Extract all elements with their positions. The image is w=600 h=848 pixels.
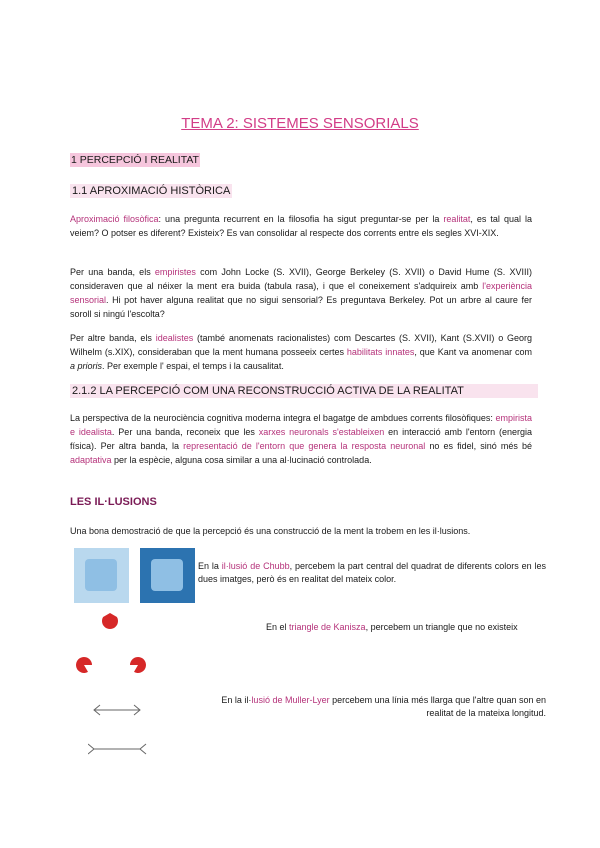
chubb-caption bbox=[198, 560, 546, 586]
paragraph-neuroscience bbox=[70, 411, 532, 467]
section-heading-1: 1 PERCEPCIÓ I REALITAT bbox=[71, 154, 199, 166]
text: , percebem la part central del quadrat de diferents colors en les dues imatges, però és en realitat del mateix color. bbox=[198, 561, 547, 584]
text: , es tal qual la veiem? O potser es diferent? Existeix? Es van consolidar al respecte dos corrents entre els segles XVI-XIX. bbox=[70, 214, 532, 238]
text: (també anomenats racionalistes) com Descartes (S. XVII), Kant (S.XVII) o Georg Wilhelm (s.XIX), consideraban que la ment humana posseeix certes bbox=[70, 333, 532, 357]
highlight-term: triangle de Kanisza bbox=[289, 622, 366, 632]
kanisza-caption bbox=[266, 621, 518, 634]
paragraph-idealists bbox=[70, 331, 532, 373]
text: En la bbox=[198, 561, 222, 571]
highlight-term: lusió de Muller-Lyer bbox=[251, 695, 330, 705]
kanisza-pacman-right bbox=[130, 657, 146, 673]
chubb-center bbox=[151, 559, 183, 591]
chubb-dark-square bbox=[140, 548, 195, 603]
highlight-term: empirista e idealista bbox=[70, 413, 532, 437]
paragraph-empiricists bbox=[70, 265, 532, 321]
text: percebem una línia més llarga que l'altre quan son en realitat de la mateixa longitud. bbox=[329, 695, 546, 718]
highlight-term: il·lusió de Chubb bbox=[221, 561, 290, 571]
text: no es fidel, sinó més bé bbox=[425, 441, 532, 451]
text: com John Locke (S. XVII), George Berkeley (S. XVII) o David Hume (S. XVIII) consideraven que al néixer la ment era buida (tabula rasa), i que el coneixement s'adquireix amb bbox=[70, 267, 532, 291]
text: per la espècie, alguna cosa similar a una al·lucinació controlada. bbox=[111, 455, 372, 465]
muller-lyer-caption bbox=[196, 694, 546, 720]
italic-term: a prioris bbox=[70, 361, 103, 371]
text: : una pregunta recurrent en la filosofia ha sigut preguntar-se per la bbox=[158, 214, 444, 224]
highlight-term: representació de l'entorn que genera la resposta neuronal bbox=[183, 441, 426, 451]
highlight-term: habilitats innates bbox=[346, 347, 415, 357]
section-heading-1-1: 1.1 APROXIMACIÓ HISTÒRICA bbox=[72, 185, 231, 197]
text: . Per exemple l' espai, el temps i la causalitat. bbox=[102, 361, 284, 371]
text: , que Kant va anomenar com bbox=[414, 347, 532, 357]
text: Per altre banda, els bbox=[70, 333, 156, 343]
kanisza-pacman-top bbox=[102, 613, 118, 629]
highlight-term: Aproximació filosòfica bbox=[70, 214, 159, 224]
highlight-term: idealistes bbox=[155, 333, 194, 343]
section-heading-illusions: LES IL·LUSIONS bbox=[70, 496, 157, 508]
text: , percebem un triangle que no existeix bbox=[365, 622, 518, 632]
highlight-term: empiristes bbox=[154, 267, 196, 277]
text: . Hi pot haver alguna realitat que no sigui sensorial? Es preguntava Berkeley. Pot un arbre al caure fer soroll si ningú l'escolta? bbox=[70, 295, 532, 319]
highlight-term: adaptativa bbox=[70, 455, 112, 465]
text: en interacció amb l'entorn (energia física). Per altra banda, la bbox=[70, 427, 533, 451]
kanisza-triangle-figure bbox=[72, 605, 152, 680]
muller-lyer-figure bbox=[88, 694, 150, 764]
paragraph-illusions-intro: Una bona demostració de que la percepció és una construcció de la ment la trobem en les il·lusions. bbox=[70, 526, 471, 536]
text: En la il· bbox=[221, 695, 252, 705]
text: La perspectiva de la neurociència cognitiva moderna integra el bagatge de ambdues corrents filosòfiques: bbox=[70, 413, 496, 423]
highlight-term: xarxes neuronals s'estableixen bbox=[258, 427, 385, 437]
chubb-light-square bbox=[74, 548, 129, 603]
page-title: TEMA 2: SISTEMES SENSORIALS bbox=[181, 115, 419, 132]
highlight-term: realitat bbox=[443, 214, 471, 224]
paragraph-philosophy bbox=[70, 212, 532, 240]
highlight-term: l'experiència sensorial bbox=[70, 281, 532, 305]
text: . Per una banda, reconeix que les bbox=[111, 427, 259, 437]
section-heading-2-1-2: 2.1.2 LA PERCEPCIÓ COM UNA RECONSTRUCCIÓ ACTIVA DE LA REALITAT bbox=[70, 384, 538, 398]
chubb-center bbox=[85, 559, 117, 591]
text: En el bbox=[266, 622, 290, 632]
text: Per una banda, els bbox=[70, 267, 155, 277]
kanisza-pacman-left bbox=[76, 657, 92, 673]
